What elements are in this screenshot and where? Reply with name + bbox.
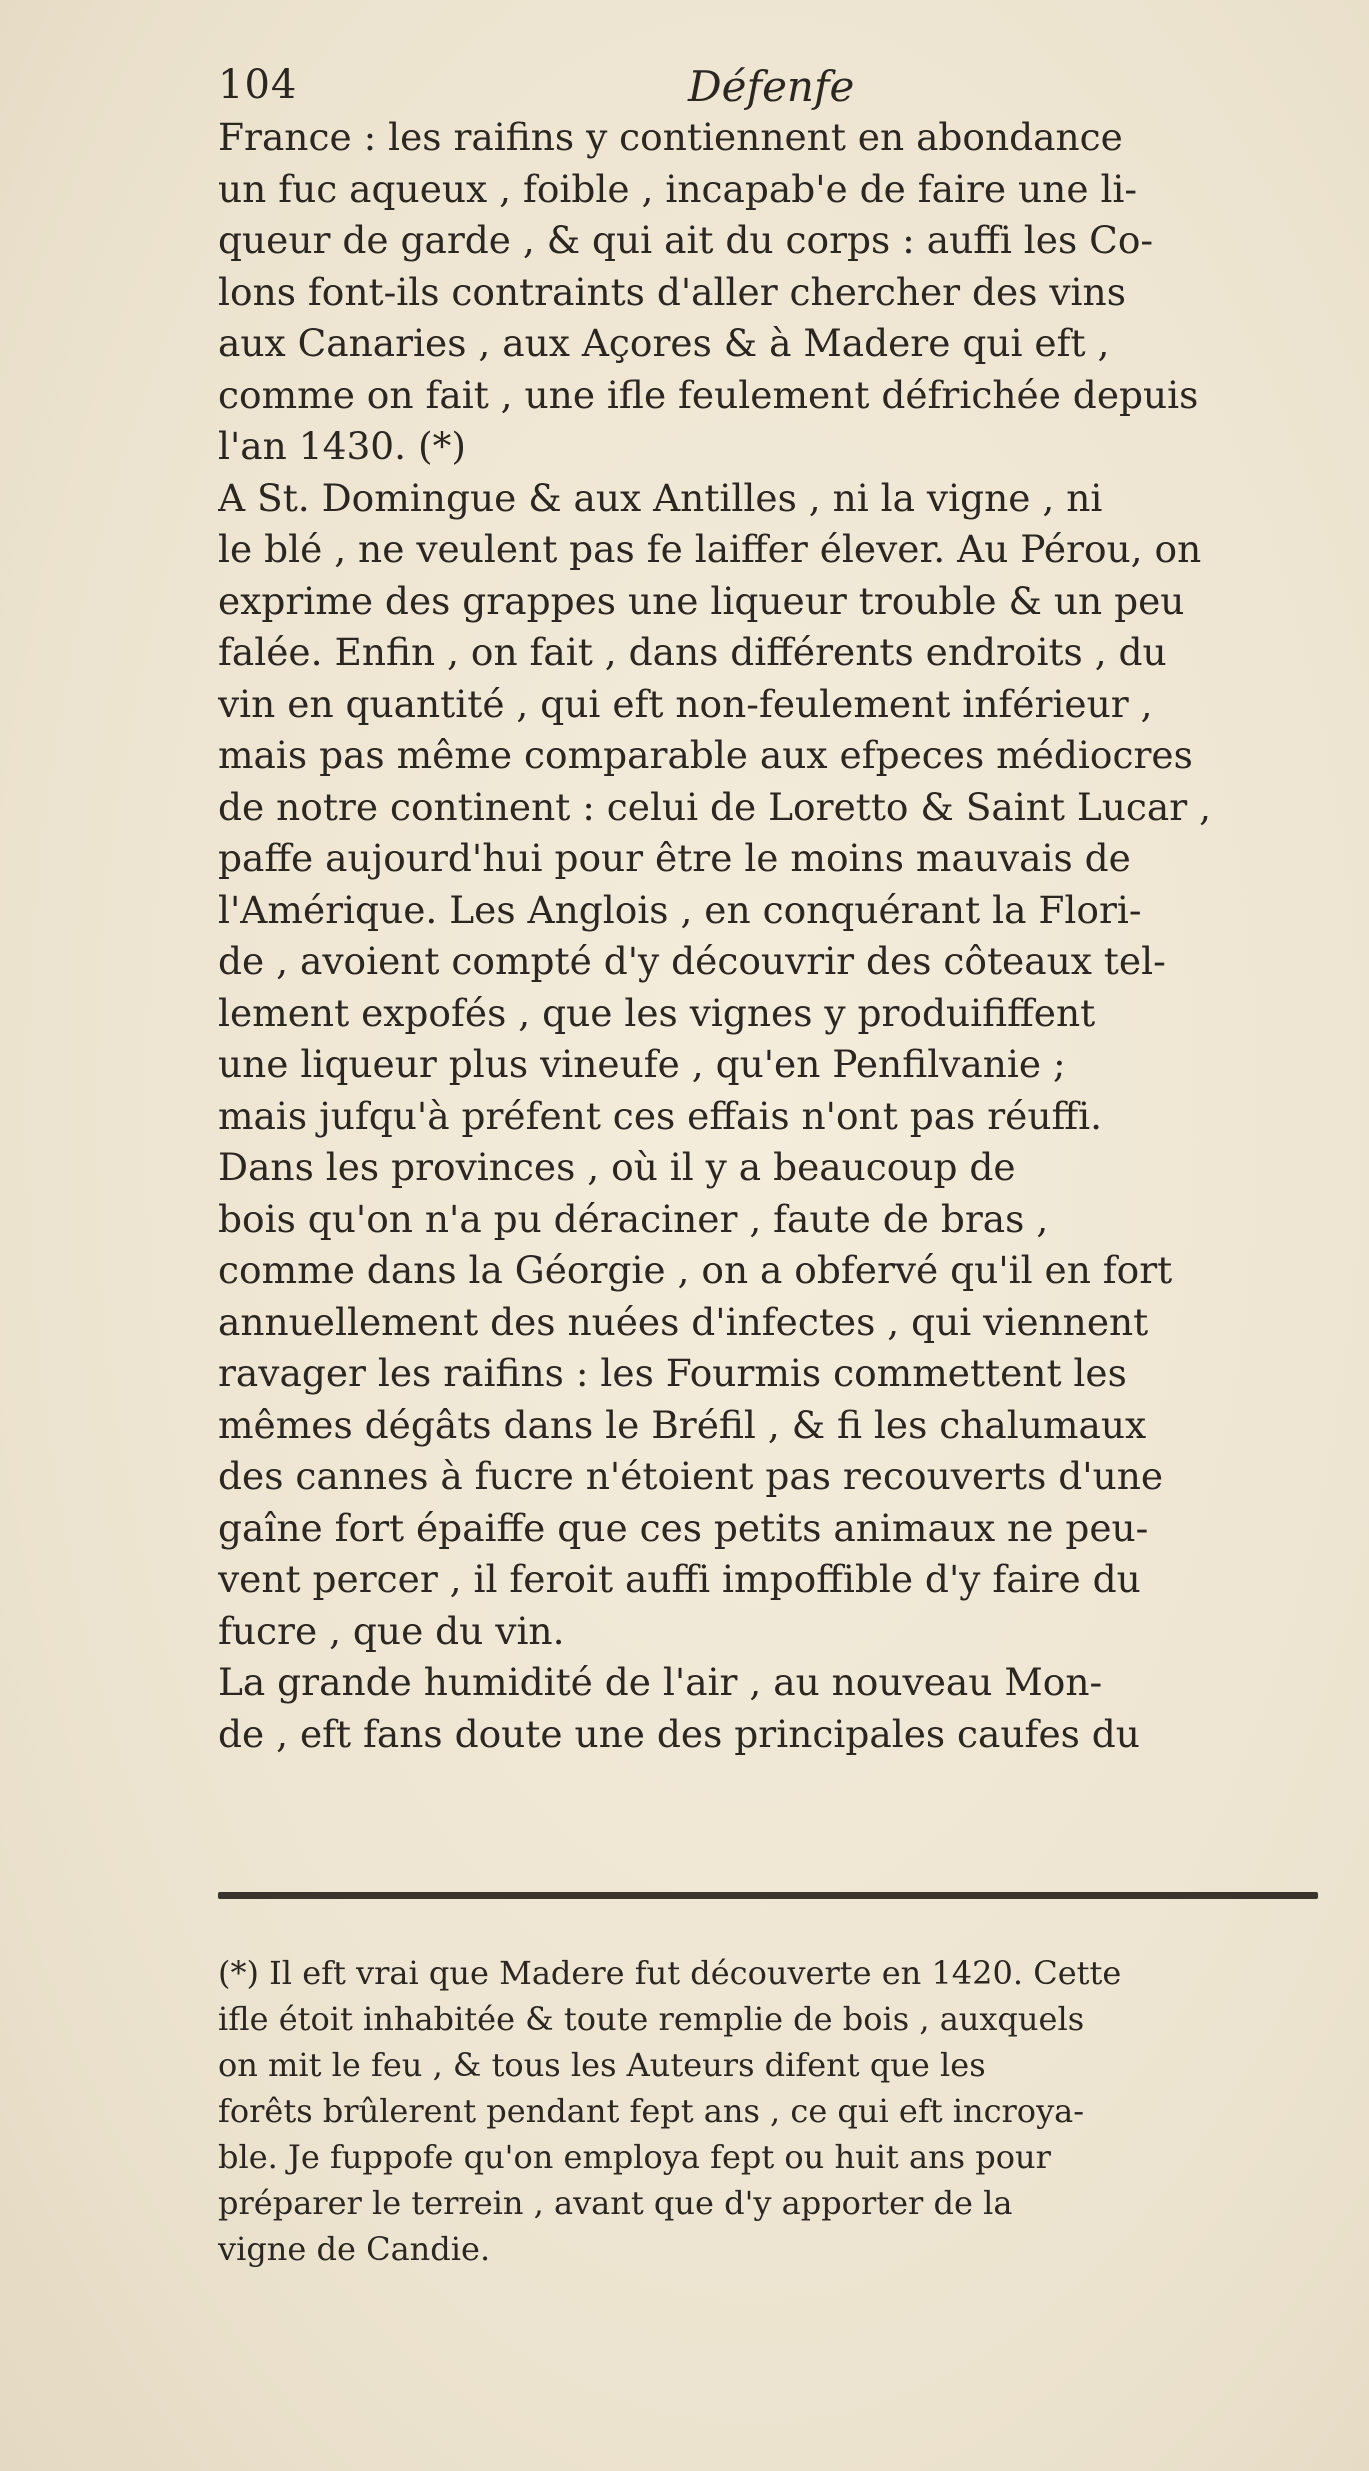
footnote bbox=[218, 1950, 1318, 2272]
footnote-line: ble. Je fuppofe qu'on employa fept ou huit ans pour bbox=[218, 2138, 1051, 2176]
text-line: de notre continent : celui de Loretto & Saint Lucar , bbox=[218, 784, 1212, 829]
footnote-line: ifle étoit inhabitée & toute remplie de bois , auxquels bbox=[218, 2000, 1085, 2038]
text-line: annuellement des nuées d'infectes , qui viennent bbox=[218, 1299, 1149, 1344]
running-head: Défenfe bbox=[688, 62, 855, 111]
text-line: aux Canaries , aux Açores & à Madere qui eft , bbox=[218, 321, 1110, 365]
footnote-line: forêts brûlerent pendant fept ans , ce qui eft incroya- bbox=[218, 2092, 1085, 2130]
text-line: lons font-ils contraints d'aller chercher des vins bbox=[218, 269, 1126, 314]
text-line: vent percer , il feroit auffi impoffible d'y faire du bbox=[218, 1557, 1141, 1601]
text-line: comme dans la Géorgie , on a obfervé qu'il en fort bbox=[218, 1248, 1173, 1292]
text-line: mais pas même comparable aux efpeces médiocres bbox=[218, 733, 1193, 777]
text-line: exprime des grappes une liqueur trouble & un peu bbox=[218, 578, 1185, 623]
footnote-line: vigne de Candie. bbox=[218, 2230, 491, 2268]
text-line: paffe aujourd'hui pour être le moins mauvais de bbox=[218, 836, 1131, 880]
text-line: France : les raifins y contiennent en abondance bbox=[218, 115, 1123, 159]
text-line: l'Amérique. Les Anglois , en conquérant la Flori- bbox=[218, 887, 1142, 932]
footnote-line: on mit le feu , & tous les Auteurs difent que les bbox=[218, 2046, 986, 2084]
page-number: 104 bbox=[218, 62, 298, 108]
text-line: falée. Enfin , on fait , dans différents endroits , du bbox=[218, 630, 1167, 674]
text-line: queur de garde , & qui ait du corps : auffi les Co- bbox=[218, 218, 1154, 262]
text-line: gaîne fort épaiffe que ces petits animaux ne peu- bbox=[218, 1505, 1149, 1550]
text-line: comme on fait , une ifle feulement défrichée depuis bbox=[218, 372, 1199, 417]
text-line: vin en quantité , qui eft non-feulement inférieur , bbox=[218, 681, 1153, 726]
text-line: un fuc aqueux , foible , incapab'e de faire une li- bbox=[218, 166, 1138, 211]
text-line: mais jufqu'à préfent ces effais n'ont pas réuffi. bbox=[218, 1093, 1103, 1138]
footnote-separator-rule bbox=[218, 1892, 1318, 1899]
text-line: de , eft fans doute une des principales caufes du bbox=[218, 1711, 1140, 1756]
text-line: de , avoient compté d'y découvrir des côteaux tel- bbox=[218, 939, 1166, 983]
text-line: A St. Domingue & aux Antilles , ni la vigne , ni bbox=[218, 475, 1103, 520]
footnote-line: préparer le terrein , avant que d'y apporter de la bbox=[218, 2184, 1013, 2222]
main-text bbox=[218, 112, 1318, 1760]
text-line: mêmes dégâts dans le Bréfil , & fi les chalumaux bbox=[218, 1402, 1147, 1447]
text-line: bois qu'on n'a pu déraciner , faute de bras , bbox=[218, 1196, 1049, 1241]
text-line: fucre , que du vin. bbox=[218, 1608, 565, 1653]
text-line: l'an 1430. (*) bbox=[218, 424, 467, 468]
text-line: une liqueur plus vineufe , qu'en Penfilvanie ; bbox=[218, 1042, 1066, 1086]
text-line: des cannes à fucre n'étoient pas recouverts d'une bbox=[218, 1454, 1164, 1498]
text-line: le blé , ne veulent pas fe laiffer élever. Au Pérou, on bbox=[218, 527, 1202, 571]
text-line: ravager les raifins : les Fourmis commettent les bbox=[218, 1351, 1127, 1395]
footnote-line: (*) Il eft vrai que Madere fut découverte en 1420. Cette bbox=[218, 1954, 1122, 1992]
text-line: lement expofés , que les vignes y produififfent bbox=[218, 990, 1096, 1035]
text-line: La grande humidité de l'air , au nouveau Mon- bbox=[218, 1660, 1103, 1704]
text-line: Dans les provinces , où il y a beaucoup de bbox=[218, 1145, 1016, 1189]
